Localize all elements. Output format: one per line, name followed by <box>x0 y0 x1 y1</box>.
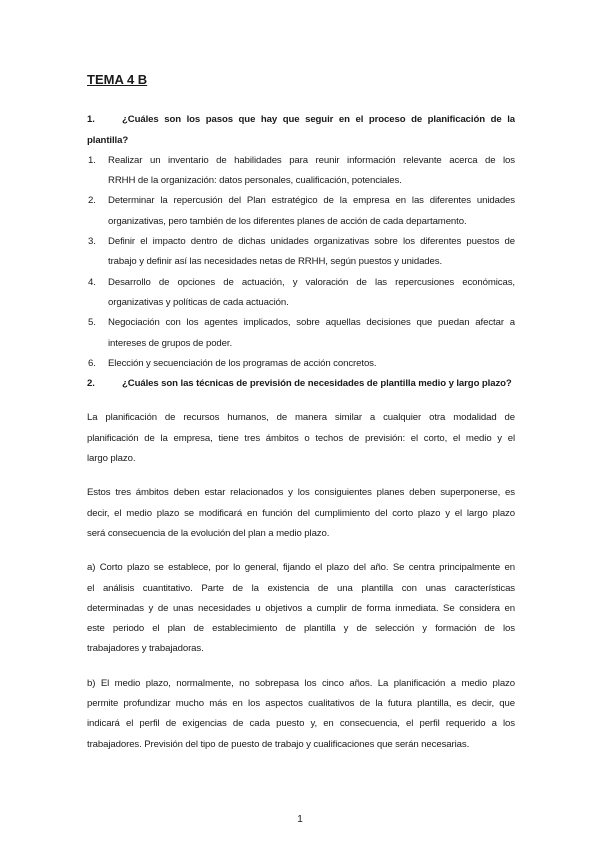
text-line: decir, el medio plazo se modificará en función del cumplimiento del corto plazo y el largo plazo <box>87 507 515 519</box>
page-number: 1 <box>297 814 303 825</box>
text-line: a) Corto plazo se establece, por lo general, fijando el plazo del año. Se centra principalmente en <box>87 562 515 574</box>
text-line: RRHH de la organización: datos personales, cualificación, potenciales. <box>108 175 402 187</box>
text-line: organizativas, pero también de los diferentes planes de acción de cada departamento. <box>108 215 467 227</box>
text-line: Desarrollo de opciones de actuación, y valoración de las repercusiones económicas, <box>108 276 515 288</box>
text-line: Definir el impacto dentro de dichas unidades organizativas sobre los diferentes puestos de <box>108 236 515 248</box>
list-item <box>87 191 515 232</box>
list-item-text <box>108 354 515 374</box>
text-line: planificación de la empresa, tiene tres ámbitos o techos de previsión: el corto, el medio y el <box>87 432 515 444</box>
question-2 <box>87 374 515 394</box>
text-line: trabajo y definir así las necesidades netas de RRHH, según puestos y unidades. <box>108 256 443 268</box>
text-line: largo plazo. <box>87 453 136 465</box>
list-item-text <box>108 273 515 314</box>
list-item <box>87 273 515 314</box>
question-1 <box>87 110 515 151</box>
list-item-number: 3. <box>88 236 96 248</box>
text-line: Estos tres ámbitos deben estar relacionados y los consiguientes planes deben superponerse, es <box>87 487 515 499</box>
list-item <box>87 354 515 374</box>
list-item-text <box>108 191 515 232</box>
steps-list <box>87 151 515 374</box>
list-item-number: 5. <box>88 317 96 329</box>
question-number: 2. <box>87 378 95 390</box>
question-text: ¿Cuáles son las técnicas de previsión de necesidades de plantilla medio y largo plazo? <box>122 378 512 390</box>
answer-body <box>87 408 515 754</box>
text-line: este periodo el plan de establecimiento de plantilla y de selección y formación de los <box>87 623 515 635</box>
text-line: será consecuencia de la evolución del plan a medio plazo. <box>87 527 330 539</box>
text-line: organizativas y políticas de cada actuación. <box>108 296 289 308</box>
text-line: Negociación con los agentes implicados, sobre aquellas decisiones que puedan afectar a <box>108 317 515 329</box>
list-item-number: 2. <box>88 195 96 207</box>
document-page <box>87 70 515 755</box>
text-line: determinadas y de unas necesidades u objetivos a cumplir de forma inmediata. Se considera en <box>87 602 515 614</box>
list-item-text <box>108 232 515 273</box>
text-line: b) El medio plazo, normalmente, no sobrepasa los cinco años. La planificación a medio plazo <box>87 677 515 689</box>
list-item-number: 1. <box>88 154 96 166</box>
text-line: indicará el perfil de exigencias de cada puesto y, en consecuencia, el perfil requerido a los <box>87 718 515 730</box>
paragraph <box>87 674 515 755</box>
document-title <box>87 70 515 90</box>
question-line <box>87 110 515 130</box>
text-line: el análisis cuantitativo. Parte de la existencia de una plantilla con unas características <box>87 582 515 594</box>
text-line: Realizar un inventario de habilidades para reunir información relevante acerca de los <box>108 154 515 166</box>
list-item <box>87 313 515 354</box>
text-line: La planificación de recursos humanos, de manera similar a cualquier otra modalidad de <box>87 412 515 424</box>
paragraph <box>87 408 515 469</box>
text-line: Elección y secuenciación de los programas de acción concretos. <box>108 357 377 369</box>
list-item <box>87 232 515 273</box>
list-item-number: 6. <box>88 357 96 369</box>
list-item <box>87 151 515 192</box>
text-line: intereses de grupos de poder. <box>108 337 233 349</box>
question-line: plantilla? <box>87 134 129 146</box>
question-number: 1. <box>87 114 95 126</box>
text-line: trabajadores. Previsión del tipo de puesto de trabajo y cualificaciones que serán necesarias. <box>87 738 470 750</box>
list-item-text <box>108 151 515 192</box>
list-item-text <box>108 313 515 354</box>
text-line: Determinar la repercusión del Plan estratégico de la empresa en las diferentes unidades <box>108 195 515 207</box>
text-line: permite profundizar mucho más en los aspectos cualitativos de la futura plantilla, es decir, que <box>87 698 515 710</box>
question-text: ¿Cuáles son los pasos que hay que seguir en el proceso de planificación de la <box>122 114 515 126</box>
list-item-number: 4. <box>88 276 96 288</box>
paragraph <box>87 483 515 544</box>
paragraph <box>87 558 515 659</box>
text-line: trabajadores y trabajadoras. <box>87 643 204 655</box>
title-text: TEMA 4 B <box>87 72 148 87</box>
